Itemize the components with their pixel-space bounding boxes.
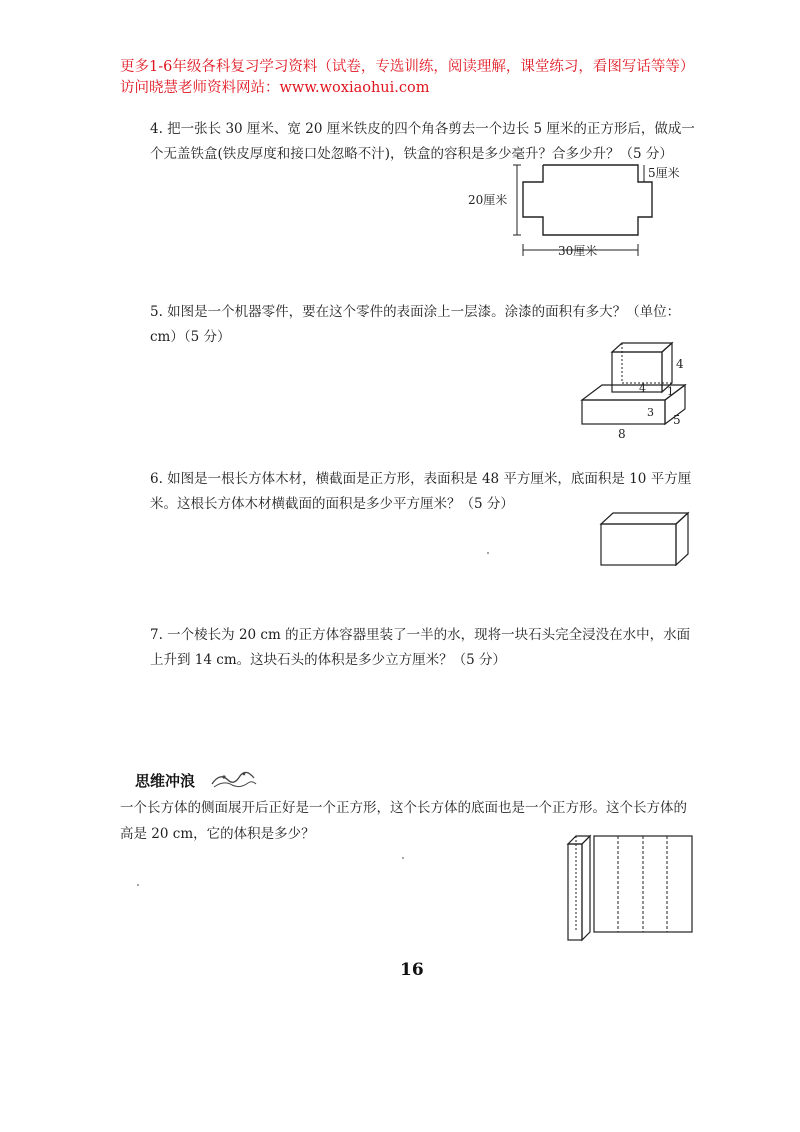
label-20cm: 20厘米 — [468, 193, 508, 207]
scan-speck — [487, 552, 489, 554]
question-6: 6. 如图是一根长方体木材，横截面是正方形，表面积是 48 平方厘米，底面积是 10 平方厘米。这根长方体木材横截面的面积是多少平方厘米？（5 分） — [150, 471, 692, 512]
scan-speck — [137, 884, 139, 886]
figure-machine-part — [575, 340, 700, 440]
label-30cm: 30厘米 — [558, 244, 598, 258]
section-text: 一个长方体的侧面展开后正好是一个正方形，这个长方体的底面也是一个正方形。这个长方体的高是 20 cm，它的体积是多少？ — [120, 800, 687, 842]
question-4: 4. 把一张长 30 厘米、宽 20 厘米铁皮的四个角各剪去一个边长 5 厘米的正方形后，做成一个无盖铁盒(铁皮厚度和接口处忽略不汁)，铁盒的容积是多少毫升？合多少升？（5 分） — [150, 121, 695, 162]
figure-tin-sheet — [468, 160, 698, 265]
label-base-height: 3 — [647, 406, 654, 419]
wave-icon — [210, 768, 258, 790]
section-title: 思维冲浪 — [135, 772, 196, 790]
figure-wood-beam — [598, 510, 693, 568]
label-base-width: 5 — [673, 413, 681, 427]
figure-unfolded-prism — [548, 832, 698, 944]
question-5: 5. 如图是一个机器零件，要在这个零件的表面涂上一层漆。涂漆的面积有多大？（单位：cm）（5 分） — [150, 304, 681, 345]
label-5cm: 5厘米 — [648, 166, 680, 180]
question-7: 7. 一个棱长为 20 cm 的正方体容器里装了一半的水，现将一块石头完全浸没在水中，水面上升到 14 cm。这块石头的体积是多少立方厘米？（5 分） — [150, 627, 691, 668]
label-top-height: 4 — [676, 357, 684, 371]
page-number: 16 — [400, 960, 424, 980]
scan-speck — [402, 857, 404, 859]
label-top-depth: 1 — [667, 385, 674, 398]
label-base-length: 8 — [618, 427, 626, 440]
label-top-width: 4 — [639, 382, 646, 395]
header-notice: 更多1-6年级各科复习学习资料（试卷，专选训练，阅读理解，课堂练习，看图写话等等）访问晓慧老师资料网站：www.woxiaohui.com — [120, 59, 695, 96]
